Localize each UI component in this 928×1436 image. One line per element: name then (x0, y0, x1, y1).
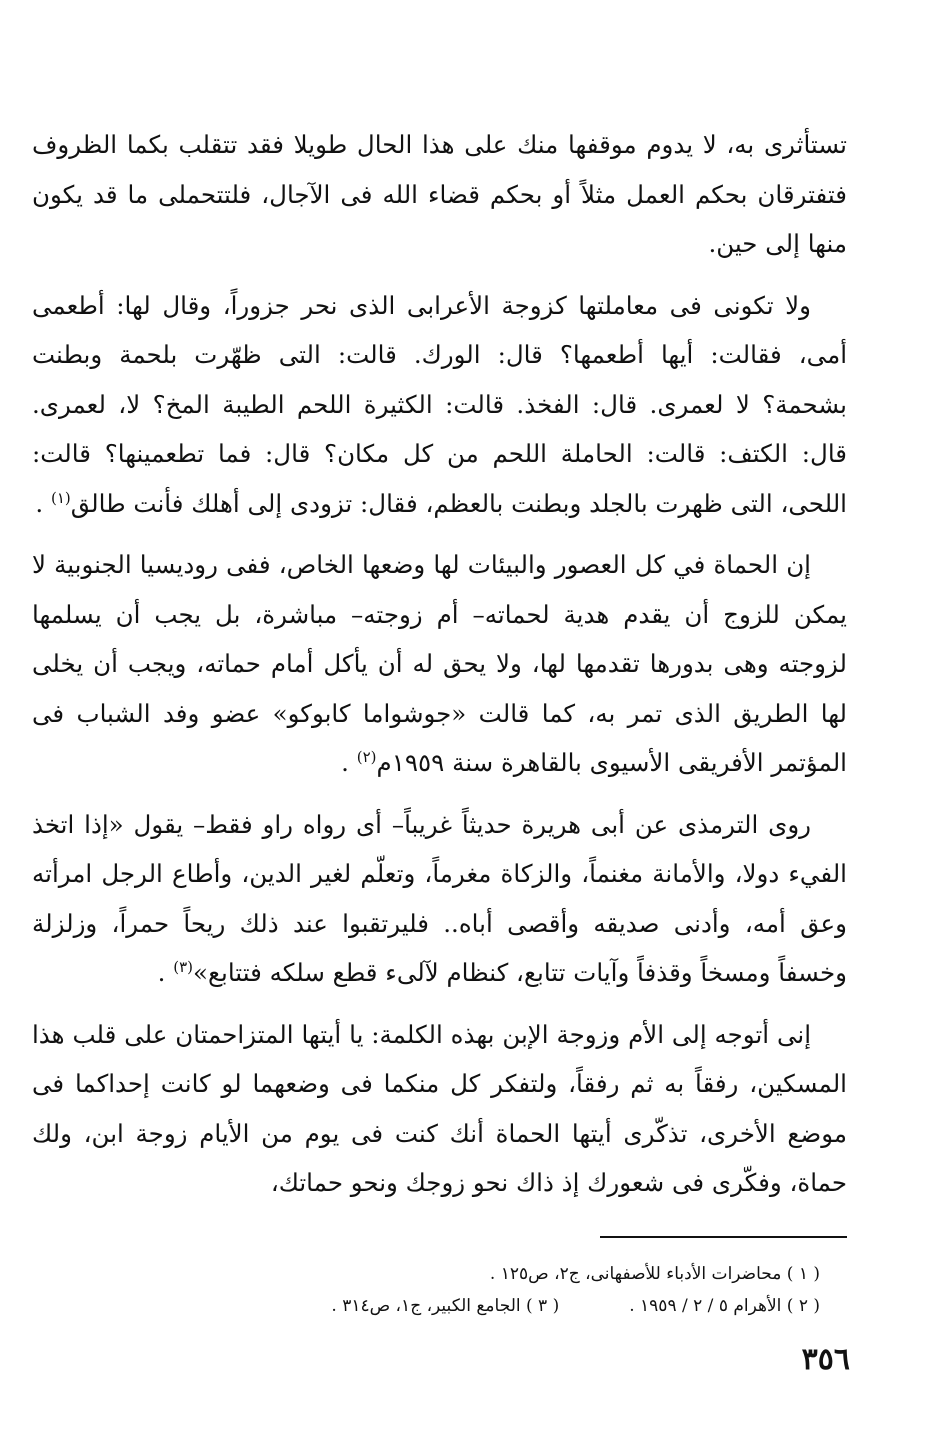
footnote-ref-1: (١) (50, 488, 71, 507)
footnote-divider (600, 1236, 847, 1238)
footnote-ref-2: (٢) (356, 747, 377, 766)
footnote-1-line (140, 1258, 820, 1290)
paragraph-2: ولا تكونى فى معاملتها كزوجة الأعرابى الذى نحر جزوراً، وقال لها: أطعمى أمى، فقالت: أيها أطعمها؟ قال: الورك. قالت: التى ظهّرت بلحمة وبطنت بشحمة؟ لا لعمرى. قال: الفخذ. قالت: الكثيرة اللحم الطيبة المخ؟ لا، لعمرى. قال: الكتف: قالت: الحاملة اللحم من كل مكان؟ قال: فما تطعمينها؟ قالت: اللحى، التى ظهرت بالجلد وبطنت بالعظم، فقال: تزودى إلى أهلك فأنت طالق$^{(١)}$ . (32, 290, 847, 518)
page-number: ٣٥٦ (801, 1342, 850, 1377)
footnote-2: ( ٢ ) الأهرام ٥ / ٢ / ١٩٥٩ . (629, 1296, 820, 1316)
footnotes (140, 1258, 820, 1322)
footnote-ref-3: (٣) (173, 957, 193, 976)
footnote-1: ( ١ ) محاضرات الأدباء للأصفهانى، ج٢، ص١٢٥ . (489, 1264, 820, 1284)
paragraph-2-text: ولا تكونى فى معاملتها كزوجة الأعرابى الذى نحر جزوراً، وقال لها: أطعمى أمى، فقالت: أيها أطعمها؟ قال: الورك. قالت: التى ظهّرت بلحمة وبطنت بشحمة؟ لا لعمرى. قال: الفخذ. قالت: الكثيرة اللحم الطيبة المخ؟ لا، لعمرى. قال: الكتف: قالت: الحاملة اللحم من كل مكان؟ قال: فما تطعمينها؟ قالت: اللحى، التى ظهرت بالجلد وبطنت بالعظم، فقال: تزودى إلى أهلك فأنت طالق (32, 290, 847, 518)
paragraph-4: روى الترمذى عن أبى هريرة حديثاً غريباً– أى رواه راو فقط– يقول «إذا اتخذ الفيء دولا، والأمانة مغنماً، والزكاة مغرماً، وتعلّم لغير الدين، وأطاع الرجل امرأته وعق أمه، وأدنى صديقه وأقصى أباه.. فليرتقبوا عند ذلك ريحاً حمراً، وزلزلة وخسفاً ومسخاً وقذفاً وآيات تتابع، كنظام لآلىء قطع سلكه فتتابع»$^{(٣)}$ . (32, 809, 847, 987)
footnote-3: ( ٣ ) الجامع الكبير، ج١، ص٣١٤ . (331, 1296, 560, 1316)
footnote-2-3-line (140, 1290, 820, 1322)
body-text (32, 120, 847, 1220)
paragraph-4-text: روى الترمذى عن أبى هريرة حديثاً غريباً– أى رواه راو فقط– يقول «إذا اتخذ الفيء دولا، والأمانة مغنماً، والزكاة مغرماً، وتعلّم لغير الدين، وأطاع الرجل امرأته وعق أمه، وأدنى صديقه وأقصى أباه.. فليرتقبوا عند ذلك ريحاً حمراً، وزلزلة وخسفاً ومسخاً وقذفاً وآيات تتابع، كنظام لآلىء قطع سلكه فتتابع» (32, 809, 847, 987)
paragraph-5-text: إنى أتوجه إلى الأم وزوجة الإبن بهذه الكلمة: يا أيتها المتزاحمتان على قلب هذا المسكين، رفقاً به ثم رفقاً، ولتفكر كل منكما فى وضعهما لو كانت إحداكما فى موضع الأخرى، تذكّرى أيتها الحماة أنك كنت فى يوم من الأيام زوجة ابن، ولك حماة، وفكّرى فى شعورك إذ ذاك نحو زوجك ونحو حماتك، (32, 1019, 847, 1197)
paragraph-3: إن الحماة في كل العصور والبيئات لها وضعها الخاص، ففى روديسيا الجنوبية لا يمكن للزوج أن يقدم هدية لحماته– أم زوجته– مباشرة، بل يجب أن يسلمها لزوجته وهى بدورها تقدمها لها، ولا يحق له أن يأكل أمام حماته، ويجب أن يخلى لها الطريق الذى تمر به، كما قالت «جوشواما كابوكو» عضو وفد الشباب فى المؤتمر الأفريقى الأسيوى بالقاهرة سنة ١٩٥٩م$^{(٢)}$ . (32, 550, 847, 777)
paragraph-1 (32, 120, 847, 269)
paragraph-3-text: إن الحماة في كل العصور والبيئات لها وضعها الخاص، ففى روديسيا الجنوبية لا يمكن للزوج أن يقدم هدية لحماته– أم زوجته– مباشرة، بل يجب أن يسلمها لزوجته وهى بدورها تقدمها لها، ولا يحق له أن يأكل أمام حماته، ويجب أن يخلى لها الطريق الذى تمر به، كما قالت «جوشواما كابوكو» عضو وفد الشباب فى المؤتمر الأفريقى الأسيوى بالقاهرة سنة ١٩٥٩م (32, 550, 847, 777)
paragraph-5 (32, 1010, 847, 1208)
paragraph-1-text: تستأثرى به، لا يدوم موقفها منك على هذا الحال طويلا فقد تتقلب بكما الظروف فتفترقان بحكم العمل مثلاً أو بحكم قضاء الله فى الآجال، فلتتحملى ما قد يكون منها إلى حين. (32, 130, 847, 258)
